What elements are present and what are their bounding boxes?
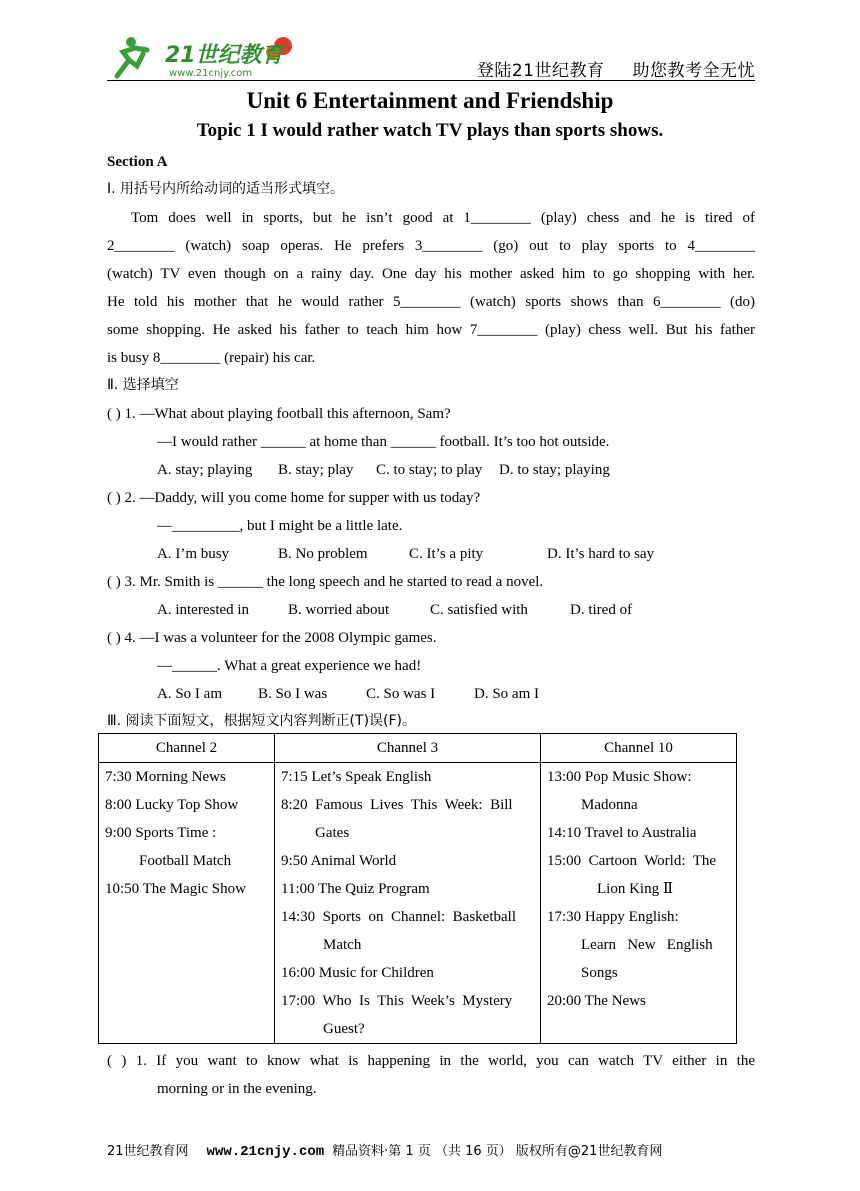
page-subtitle: Topic 1 I would rather watch TV plays than sports shows.	[196, 120, 664, 141]
schedule-item: 13:00 Pop Music Show:	[547, 769, 692, 785]
schedule-item: 10:50 The Magic Show	[105, 881, 246, 897]
schedule-item: Guest?	[323, 1021, 365, 1037]
schedule-item: 14:30 Sports on Channel: Basketball	[281, 909, 516, 925]
q4-option-b: B. So I was	[258, 686, 328, 702]
svg-text:21世纪教育: 21世纪教育	[165, 43, 284, 68]
q1-option-c: C. to stay; to play	[376, 462, 483, 478]
part1-heading: Ⅰ. 用括号内所给动词的适当形式填空。	[107, 181, 345, 197]
header-channel-10: Channel 10	[541, 734, 737, 763]
table-row	[99, 763, 737, 1044]
q2-stem: ( ) 2. —Daddy, will you come home for supper with us today?	[107, 490, 481, 506]
schedule-item: 16:00 Music for Children	[281, 965, 434, 981]
header-channel-3: Channel 3	[275, 734, 541, 763]
schedule-item: Learn New English	[581, 937, 713, 953]
part1-line-1: Tom does well in sports, but he isn’t good at 1________ (play) chess and he is tired of	[131, 210, 755, 226]
schedule-item: 17:30 Happy English:	[547, 909, 679, 925]
part1-line-4: He told his mother that he would rather 5________ (watch) sports shows than 6________ (do)	[107, 294, 755, 310]
schedule-item: 7:30 Morning News	[105, 769, 226, 785]
schedule-item: 11:00 The Quiz Program	[281, 881, 430, 897]
schedule-item: 9:50 Animal World	[281, 853, 397, 869]
schedule-item: Football Match	[139, 853, 232, 869]
schedule-item: Lion King Ⅱ	[597, 881, 674, 897]
q4-line2: —______. What a great experience we had!	[157, 658, 422, 674]
q2-line2: —_________, but I might be a little late.	[157, 518, 403, 534]
q1-option-b: B. stay; play	[278, 462, 354, 478]
part3-q1-line1: ( ) 1. If you want to know what is happening in the world, you can watch TV either in the	[107, 1053, 755, 1069]
q4-option-d: D. So am I	[474, 686, 539, 702]
q4-option-c: C. So was I	[366, 686, 436, 702]
logo	[107, 32, 307, 80]
schedule-item: Songs	[581, 965, 618, 981]
part3-q1-line2: morning or in the evening.	[157, 1081, 317, 1097]
channel-3-cell	[275, 763, 541, 1044]
header-channel-2: Channel 2	[99, 734, 275, 763]
footer-site: 21世纪教育网	[107, 1144, 189, 1159]
page-footer	[107, 1140, 755, 1160]
svg-text:www.21cnjy.com: www.21cnjy.com	[169, 68, 253, 79]
q1-line2: ―I would rather ______ at home than ______ football. It’s too hot outside.	[157, 434, 610, 450]
footer-info: 精品资料·第 1 页 （共 16 页） 版权所有@21世纪教育网	[332, 1144, 663, 1159]
header-slogan	[449, 56, 755, 81]
channel-10-cell	[541, 763, 737, 1044]
q1-stem: ( ) 1. ―What about playing football this afternoon, Sam?	[107, 406, 451, 422]
header-divider	[107, 80, 755, 81]
schedule-item: 20:00 The News	[547, 993, 646, 1009]
q3-option-c: C. satisfied with	[430, 602, 528, 618]
slogan-right: 助您教考全无忧	[632, 61, 755, 81]
part3-heading: Ⅲ. 阅读下面短文，根据短文内容判断正(T)误(F)。	[107, 713, 417, 729]
q3-stem: ( ) 3. Mr. Smith is ______ the long speech and he started to read a novel.	[107, 574, 544, 590]
q3-option-d: D. tired of	[570, 602, 633, 618]
q3-option-b: B. worried about	[288, 602, 390, 618]
schedule-item: 8:00 Lucky Top Show	[105, 797, 239, 813]
part2-heading: Ⅱ. 选择填空	[107, 377, 179, 393]
q3-option-a: A. interested in	[157, 602, 250, 618]
tv-schedule-table	[98, 733, 737, 1044]
q4-stem: ( ) 4. —I was a volunteer for the 2008 Olympic games.	[107, 630, 437, 646]
q1-option-d: D. to stay; playing	[499, 462, 610, 478]
schedule-item: 7:15 Let’s Speak English	[281, 769, 432, 785]
schedule-item: 17:00 Who Is This Week’s Mystery	[281, 993, 513, 1009]
schedule-item: Match	[323, 937, 362, 953]
schedule-item: 14:10 Travel to Australia	[547, 825, 697, 841]
table-header-row	[99, 734, 737, 763]
schedule-item: Gates	[315, 825, 350, 841]
q2-option-d: D. It’s hard to say	[547, 546, 655, 562]
q1-option-a: A. stay; playing	[157, 462, 253, 478]
runner-icon	[117, 37, 147, 76]
q2-option-b: B. No problem	[278, 546, 368, 562]
part1-line-6: is busy 8________ (repair) his car.	[107, 350, 316, 366]
channel-2-cell	[99, 763, 275, 1044]
schedule-item: 9:00 Sports Time :	[105, 825, 217, 841]
page-header	[107, 32, 755, 82]
slogan-left: 登陆21世纪教育	[476, 61, 605, 81]
section-label: Section A	[107, 154, 168, 170]
page-title: Unit 6 Entertainment and Friendship	[246, 88, 614, 113]
part1-line-2: 2________ (watch) soap operas. He prefers 3________ (go) out to play sports to 4________	[107, 238, 755, 254]
q2-option-a: A. I’m busy	[157, 546, 230, 562]
schedule-item: Madonna	[581, 797, 638, 813]
part1-line-5: some shopping. He asked his father to teach him how 7________ (play) chess well. But his father	[107, 322, 755, 338]
q4-option-a: A. So I am	[157, 686, 222, 702]
q2-option-c: C. It’s a pity	[409, 546, 484, 562]
schedule-item: 8:20 Famous Lives This Week: Bill	[281, 797, 513, 813]
part1-line-3: (watch) TV even though on a rainy day. One day his mother asked him to go shopping with her.	[107, 266, 755, 282]
schedule-item: 15:00 Cartoon World: The	[547, 853, 717, 869]
footer-url: www.21cnjy.com	[206, 1144, 325, 1160]
